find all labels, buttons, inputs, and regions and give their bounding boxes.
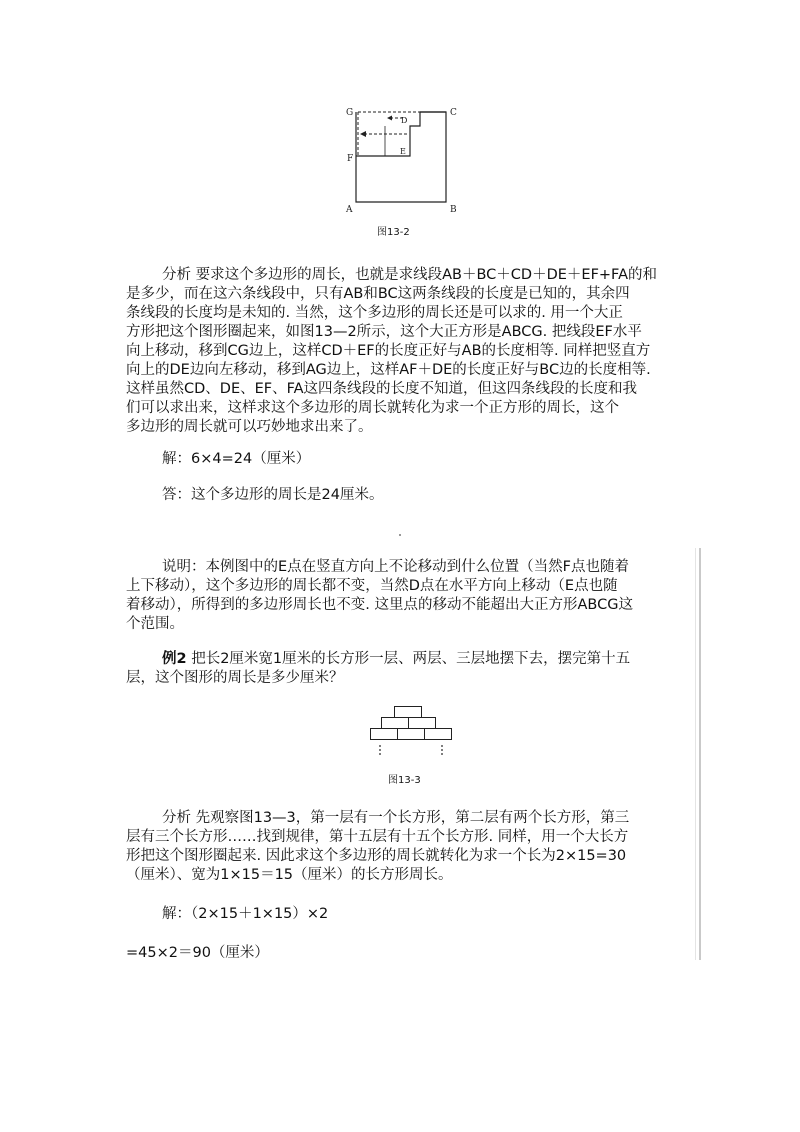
- analysis1-line-2: 是多少，而在这六条线段中，只有AB和BC这两条线段的长度是已知的，其余四: [126, 286, 630, 302]
- brick-row2-2: [409, 718, 436, 729]
- example2-line-1: [162, 650, 630, 669]
- analysis1-line-6: 向上的DE边向左移动，移到AG边上，这样AF＋DE的长度正好与BC边的长度相等.: [126, 362, 651, 378]
- note-line-1: 说明：本例图中的E点在竖直方向上不论移动到什么位置（当然F点也随着: [162, 559, 629, 575]
- brick-row3-3: [425, 729, 452, 740]
- page-dot: [399, 534, 401, 536]
- analysis1-line-9: 多边形的周长就可以巧妙地求出来了。: [126, 419, 373, 435]
- example2-text: 把长2厘米宽1厘米的长方形一层、两层、三层地摆下去，摆完第十五: [186, 651, 631, 667]
- ellipsis-left: [379, 745, 381, 755]
- brick-row2-1: [382, 718, 409, 729]
- example2-line-2: 层，这个图形的周长是多少厘米？: [126, 670, 344, 686]
- figure-13-3: [368, 702, 458, 772]
- analysis2-line-1: 分析 先观察图13—3，第一层有一个长方形，第二层有两个长方形，第三: [162, 810, 630, 826]
- label-g: G: [346, 108, 354, 118]
- analysis1-line-8: 们可以求出来，这样求这个多边形的周长就转化为求一个正方形的周长，这个: [126, 400, 619, 416]
- analysis1-line-7: 这样虽然CD、DE、EF、FA这四条线段的长度不知道，但这四条线段的长度和我: [126, 381, 638, 397]
- label-a: A: [346, 205, 353, 215]
- label-b: B: [450, 205, 457, 215]
- note-line-2: 上下移动），这个多边形的周长都不变，当然D点在水平方向上移动（E点也随: [126, 578, 618, 594]
- analysis2-line-2: 层有三个长方形……找到规律，第十五层有十五个长方形. 同样，用一个大长方: [126, 829, 629, 845]
- page-edge: [699, 548, 701, 960]
- analysis1-line-5: 向上移动，移到CG边上，这样CD＋EF的长度正好与AB的长度相等. 同样把竖直方: [126, 343, 651, 359]
- example2-label: 例2: [162, 651, 187, 667]
- solution2-line-1: 解：（2×15＋1×15）×2: [162, 906, 329, 922]
- figure-13-3-caption: 图13-3: [388, 775, 421, 786]
- analysis1-line-1: 分析 要求这个多边形的周长，也就是求线段AB＋BC＋CD＋DE＋EF+FA的和: [162, 267, 657, 283]
- polygon-outline: [356, 112, 446, 202]
- analysis1-line-4: 方形把这个图形圈起来，如图13—2所示，这个大正方形是ABCG. 把线段EF水平: [126, 324, 642, 340]
- answer1: 答：这个多边形的周长是24厘米。: [162, 487, 384, 503]
- figure-13-2-caption: 图13-2: [377, 227, 410, 238]
- ellipsis-right: [441, 745, 443, 755]
- analysis2-line-3: 形把这个图形圈起来. 因此求这个多边形的周长就转化为求一个长为2×15=30: [126, 848, 627, 864]
- page-edge-inner: [695, 548, 696, 960]
- solution2-line-2: =45×2＝90（厘米）: [126, 945, 269, 961]
- analysis2-line-4: （厘米）、宽为1×15＝15（厘米）的长方形周长。: [126, 867, 453, 883]
- brick-row1: [395, 707, 422, 718]
- label-d: D: [401, 116, 408, 125]
- note-line-4: 个范围。: [126, 616, 184, 632]
- brick-row3-2: [398, 729, 425, 740]
- figure-13-2: [340, 104, 470, 244]
- brick-row3-1: [371, 729, 398, 740]
- label-f: F: [347, 154, 354, 164]
- label-e: E: [400, 147, 406, 156]
- analysis1-line-3: 条线段的长度均是未知的. 当然，这个多边形的周长还是可以求的. 用一个大正: [126, 305, 623, 321]
- solution1: 解：6×4=24（厘米）: [162, 451, 311, 467]
- label-c: C: [450, 108, 457, 118]
- note-line-3: 着移动），所得到的多边形周长也不变. 这里点的移动不能超出大正方形ABCG这: [126, 597, 633, 613]
